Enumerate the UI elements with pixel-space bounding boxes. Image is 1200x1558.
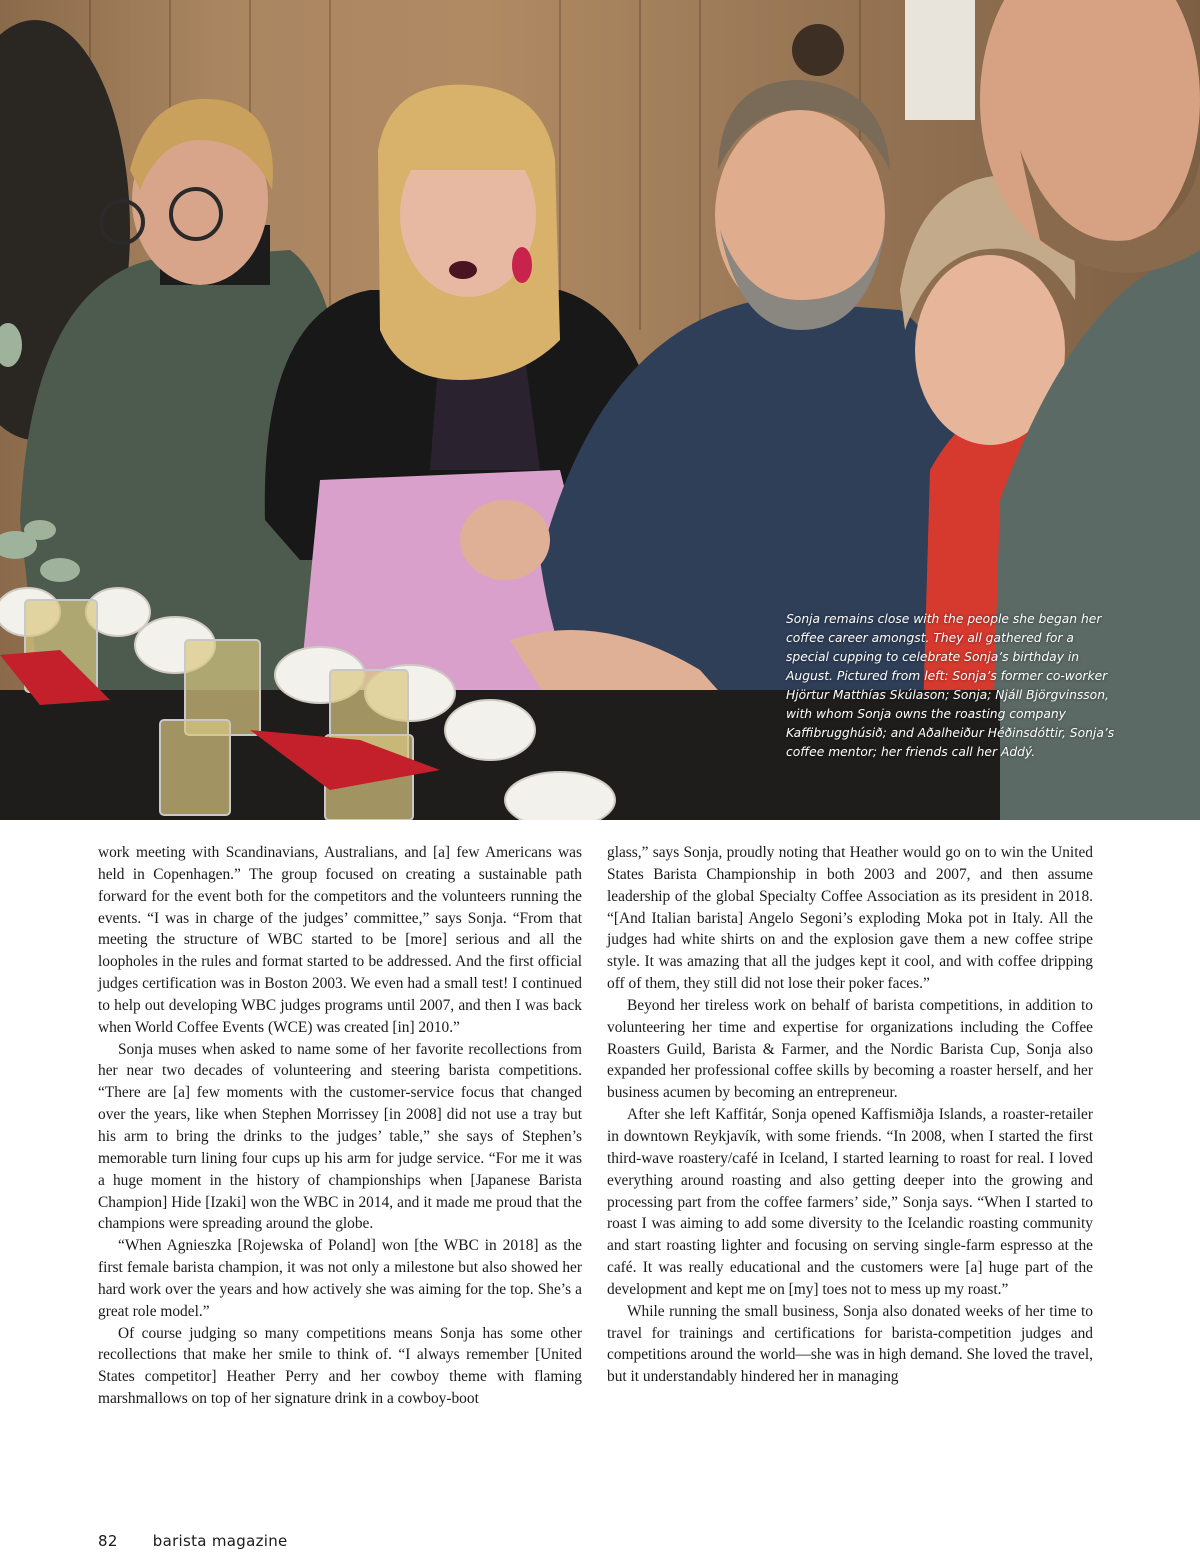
publication-name: barista magazine (152, 1532, 288, 1550)
page-footer (98, 1532, 288, 1550)
paragraph: “When Agnieszka [Rojewska of Poland] won [the WBC in 2018] as the first female barista champion, it was not only a milestone but also showed her hard work over the years and how actively she was aiming for the top. She’s a great role model.” (98, 1237, 582, 1320)
paragraph: work meeting with Scandinavians, Australians, and [a] few Americans was held in Copenhagen.” The group focused on creating a sustainable path forward for the event both for the competitors and the volunteers running the events. “I was in charge of the judges’ committee,” says Sonja. “From that meeting the structure of WBC started to be [more] serious and all the loopholes in the rules and format started to be addressed. And the first official judges certification was in Boston 2003. We even had a small test! I continued to help out developing WBC judges programs until 2007, and then I was back when World Coffee Events (WCE) was created [in] 2010.” (98, 844, 582, 1036)
page-number: 82 (98, 1532, 118, 1550)
photo-caption: Sonja remains close with the people she began her coffee career amongst. They all gathered for a special cupping to celebrate Sonja’s birthday in August. Pictured from left: Sonja’s former co-worker Hjörtur Matthías Skúlason; Sonja; Njáll Björgvinsson, with whom Sonja owns the roasting company Kaffibrugghúsið; and Aðalheiður Héðinsdóttir, Sonja’s coffee mentor; her friends call her Addý. (786, 612, 1115, 759)
paragraph: While running the small business, Sonja also donated weeks of her time to travel for trainings and certifications for barista-competition judges and competitions around the world—she was in high demand. She loved the travel, but it understandably hindered her in managing (607, 1302, 1093, 1386)
article-left-column (98, 842, 582, 1410)
paragraph: Of course judging so many competitions means Sonja has some other recollections that make her smile to think of. “I always remember [United States competitor] Heather Perry and her cowboy theme with flaming marshmallows on top of her signature drink in a cowboy-boot (98, 1324, 582, 1408)
article-right-column (607, 842, 1093, 1388)
paragraph: glass,” says Sonja, proudly noting that Heather would go on to win the United States Barista Championship in both 2003 and 2007, and then assume leadership of the global Specialty Coffee Association as its president in 2018. “[And Italian barista] Angelo Segoni’s exploding Moka pot in Italy. All the judges had white shirts on and the explosion gave them a new coffee stripe style. It was amazing that all the judges kept it cool, and with coffee dripping off of them, they still did not lose their poker faces.” (607, 844, 1093, 993)
paragraph: After she left Kaffitár, Sonja opened Kaffismiðja Islands, a roaster-retailer in downtown Reykjavík, with some friends. “In 2008, when I started the first third-wave roastery/café in Iceland, I started learning to roast for real. I loved everything around roasting and also getting deeper into the growing and processing part from the coffee farmers’ side,” Sonja says. “When I started to roast I was aiming to add some diversity to the Icelandic roasting community and start roasting lighter and focusing on serving single-farm espresso at the café. It was really educational and the customers were [a] huge part of the development and kept me on [my] toes not to mess up my roast.” (607, 1106, 1093, 1298)
paragraph: Sonja muses when asked to name some of her favorite recollections from her near two decades of volunteering and steering barista competitions. “There are [a] few moments with the customer-service focus that changed over the years, like when Stephen Morrissey [in 2008] did not use a tray but his arm to bring the drinks to the judges’ table,” she says of Stephen’s memorable turn lining four cups up his arm for judge service. “For me it was a huge moment in the history of championships when [Japanese Barista Champion] Hide [Izaki] won the WBC in 2014, and it made me proud that the champions were spreading around the globe. (98, 1040, 582, 1233)
paragraph: Beyond her tireless work on behalf of barista competitions, in addition to volunteering her time and expertise for organizations including the Coffee Roasters Guild, Barista & Farmer, and the Nordic Barista Cup, Sonja also expanded her professional coffee skills by becoming a roaster herself, and her business acumen by becoming an entrepreneur. (607, 996, 1093, 1102)
